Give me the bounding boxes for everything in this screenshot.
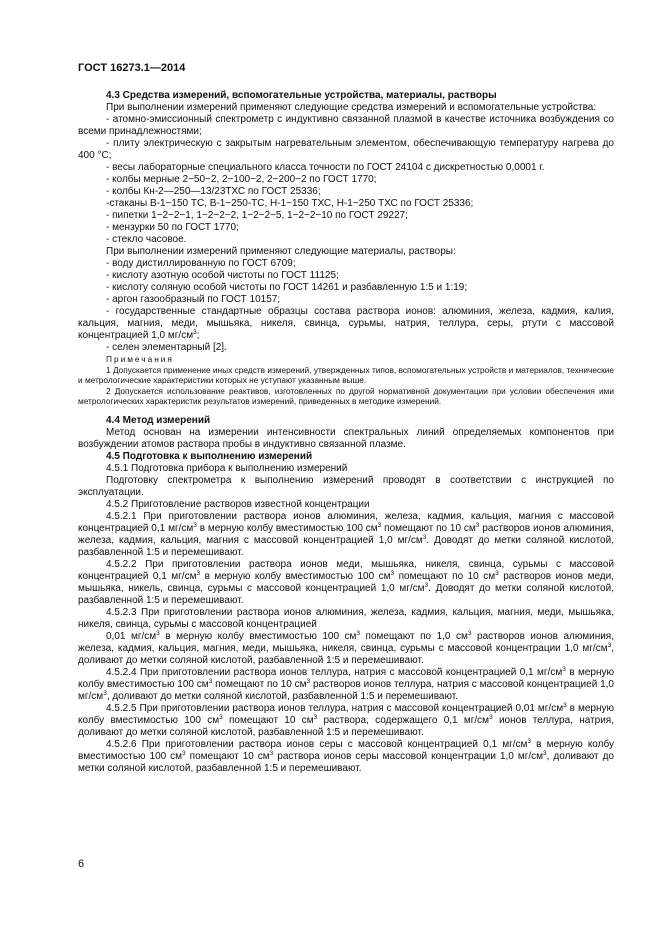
list-item: - кислоту соляную особой чистоты по ГОСТ 14261 и разбавленную 1:5 и 1:19;: [106, 282, 468, 293]
paragraph-4-5-2-3: 4.5.2.3 При приготовлении раствора ионов алюминия, железа, кадмия, кальция, магния, меди, мышьяка, никеля, свинца, сурьмы с массовой концентрацией: [78, 606, 614, 630]
notes-title: Примечания: [106, 354, 174, 364]
list-item: - весы лабораторные специального класса точности по ГОСТ 24104 с дискретностью 0,0001 г.: [106, 162, 545, 173]
paragraph-4-5-2-5: 4.5.2.5 При приготовлении раствора ионов теллура, натрия с массовой концентрацией 0,01 $мг/см^3$ в мерную колбу вместимостью 100 $см^3$ помещают 10 $см^3$ раствора, содержащего 0,1 $мг/см^3$ ионов теллура, натрия, доливают до метки соляной кислотой, разбавленной 1:5 и перемешивают.: [78, 701, 614, 738]
list-item: - мензурки 50 по ГОСТ 1770;: [106, 222, 239, 233]
section-4-3-title: 4.3 Средства измерений, вспомогательные устройства, материалы, растворы: [106, 90, 497, 101]
paragraph-4-5-2-1: 4.5.2.1 При приготовлении раствора ионов алюминия, железа, кадмия, кальция, магния с массовой концентрацией 0,1 $мг/см^3$ в мерную колбу вместимостью 100 $см^3$ помещают по 10 $см^3$ растворов ионов алюминия, железа, кадмия, кальция, магния с массовой концентрацией 1,0 $мг/см^3$. Доводят до метки соляной кислотой, разбавленной 1:5 и перемешивают.: [78, 510, 615, 558]
list-item: - аргон газообразный по ГОСТ 10157;: [106, 294, 281, 305]
paragraph: Подготовку спектрометра к выполнению измерений проводят в соответствии с инструкцией по эксплуатации.: [78, 474, 614, 498]
list-item: - пипетки 1−2−2−1, 1−2−2−2, 1−2−2−5, 1−2−2−10 по ГОСТ 29227;: [106, 210, 408, 221]
subsection-4-5-2: 4.5.2 Приготовление растворов известной концентрации: [106, 498, 370, 510]
document-body: [78, 90, 614, 775]
list-item: - воду дистиллированную по ГОСТ 6709;: [106, 258, 296, 269]
paragraph: При выполнении измерений применяют следующие средства измерений и вспомогательные устройства:: [106, 102, 597, 113]
note-1: 1 Допускается применение иных средств измерений, утвержденных типов, вспомогательных устройств и материалов, технические и метрологические характеристики которых не уступают указанным выше.: [78, 364, 614, 385]
list-item: - плиту электрическую с закрытым нагревательным элементом, обеспечивающую температуру нагрева до 400 °С;: [78, 138, 614, 161]
list-item: - селен элементарный [2].: [106, 342, 227, 353]
list-item: - колбы Кн-2—250—13/23ТХС по ГОСТ 25336;: [106, 186, 321, 197]
paragraph: Метод основан на измерении интенсивности спектральных линий определяемых компонентов при возбуждении атомов раствора пробы в индуктивно связанной плазме.: [78, 426, 614, 450]
list-item: - стекло часовое.: [106, 234, 187, 245]
list-item: - кислоту азотную особой чистоты по ГОСТ 11125;: [106, 270, 339, 281]
paragraph-4-5-2-4: 4.5.2.4 При приготовлении раствора ионов теллура, натрия с массовой концентрацией 0,1 $мг/см^3$ в мерную колбу вместимостью 100 $см^3$ помещают по 10 $см^3$ растворов ионов теллура, натрия с массовой концентрацией 1,0 $мг/см^3$, доливают до метки соляной кислотой, разбавленной 1:5 и перемешивают.: [78, 665, 614, 702]
list-item: - государственные стандартные образцы состава раствора ионов: алюминия, железа, кадмия, калия, кальция, магния, меди, мышьяка, никеля, свинца, сурьмы, натрия, теллура, серы, ртути с массовой концентрацией 1,0 $мг/см^3$;: [78, 306, 614, 341]
paragraph: При выполнении измерений применяют следующие материалы, растворы:: [106, 246, 456, 257]
page-number: 6: [78, 858, 85, 870]
paragraph-4-5-2-6: 4.5.2.6 При приготовлении раствора ионов серы с массовой концентрацией 0,1 $мг/см^3$ в мерную колбу вместимостью 100 $см^3$ помещают 10 $см^3$ раствора ионов серы массовой концентрации 1,0 $мг/см^3$, доливают до метки соляной кислотой, разбавленной 1:5 и перемешивают.: [78, 737, 614, 774]
paragraph-4-5-2-2: 4.5.2.2 При приготовлении раствора ионов меди, мышьяка, никеля, свинца, сурьмы с массовой концентрацией 0,1 $мг/см^3$ в мерную колбу вместимостью 100 $см^3$ помещают по 10 $см^3$ растворов ионов меди, мышьяка, никель, свинца, сурьмы с массовой концентрацией 1,0 $мг/см^3$. Доводят до метки соляной кислотой, разбавленной 1:5 и перемешивают.: [78, 558, 614, 606]
subsection-4-5-1: 4.5.1 Подготовка прибора к выполнению измерений: [106, 462, 348, 474]
section-4-5-title: 4.5 Подготовка к выполнению измерений: [106, 450, 313, 462]
standard-header: ГОСТ 16273.1—2014: [78, 62, 186, 74]
list-item: - атомно-эмиссионный спектрометр с индуктивно связанной плазмой в качестве источника возбуждения со всеми принадлежностями;: [78, 114, 614, 137]
list-item: -стаканы В-1−150 ТС, В-1−250-ТС, Н-1−150 ТХС, Н-1−250 ТХС по ГОСТ 25336;: [106, 198, 474, 209]
paragraph-4-5-2-3-cont: 0,01 $мг/см^3$ в мерную колбу вместимостью 100 $см^3$ помещают по 1,0 $см^3$ растворов ионов алюминия, железа, кадмия, кальция, магния, меди, мышьяка, никеля, свинца, сурьмы с массовой концентрации 1,0 $мг/см^3$, доливают до метки соляной кислотой, разбавленной 1:5 и перемешивают.: [78, 629, 615, 666]
section-4-4-title: 4.4 Метод измерений: [106, 414, 211, 426]
list-item: - колбы мерные 2−50−2, 2−100−2, 2−200−2 по ГОСТ 1770;: [106, 174, 377, 185]
note-2: 2 Допускается использование реактивов, изготовленных по другой нормативной документации при условии обеспечения ими метрологических характеристик результатов измерений, приведенных в методике измерений.: [78, 385, 614, 406]
